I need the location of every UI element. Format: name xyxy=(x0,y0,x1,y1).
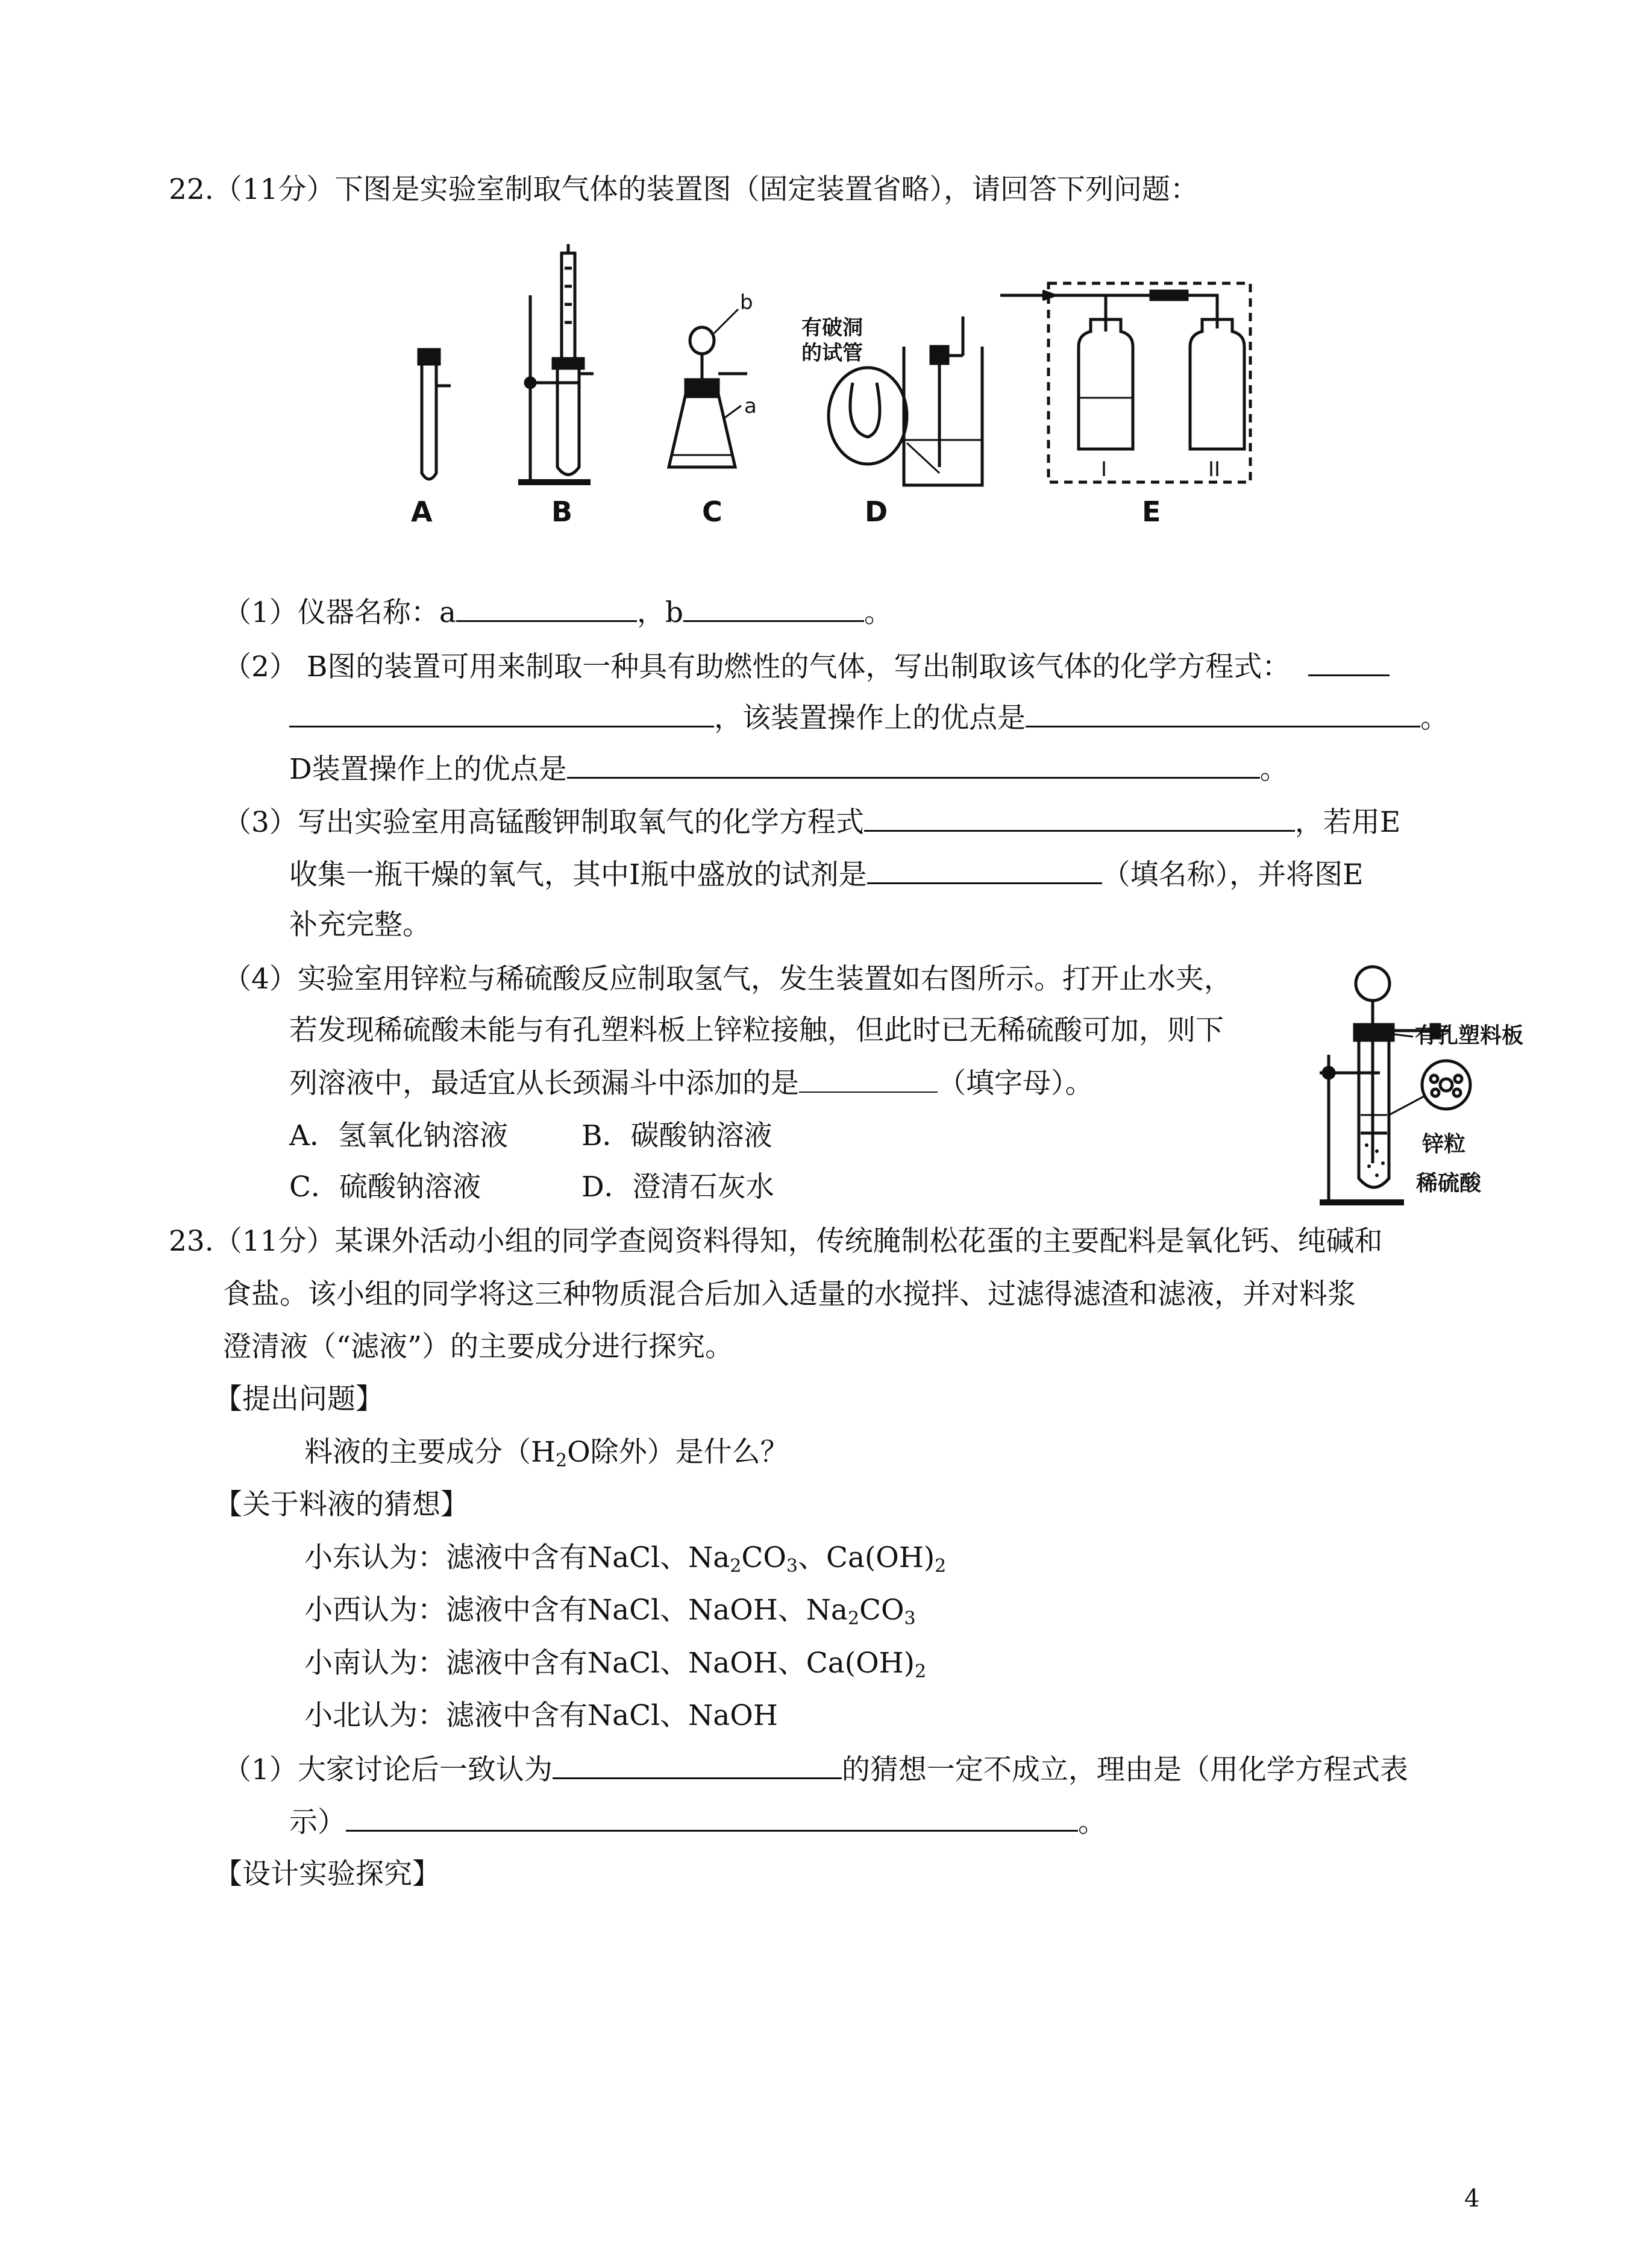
q23-part1-line2 xyxy=(289,1803,1106,1841)
answer-blank-equation-b[interactable] xyxy=(1308,648,1390,676)
apparatus-c-flask xyxy=(669,309,747,467)
q22-part3-line2 xyxy=(289,856,1363,893)
page-number: 4 xyxy=(1464,2185,1480,2213)
q22-part1-end: 。 xyxy=(864,596,893,629)
label-a: A xyxy=(411,495,433,528)
label-dilute-acid: 稀硫酸 xyxy=(1416,1171,1482,1196)
guess-2-sub-1: 2 xyxy=(847,1608,860,1629)
q22-part2-text3: D装置操作上的优点是 xyxy=(289,753,567,786)
q23-part1-text2-end: 。 xyxy=(1078,1806,1106,1839)
q23-part1-text1: （1）大家讨论后一致认为 xyxy=(223,1753,553,1786)
q23-part1-text1-end: 的猜想一定不成立，理由是（用化学方程式表 xyxy=(841,1753,1408,1786)
q23-line2: 食盐。该小组的同学将这三种物质混合后加入适量的水搅拌、过滤得滤渣和滤液，并对料浆 xyxy=(223,1278,1356,1311)
answer-blank-advantage-d[interactable] xyxy=(567,750,1260,779)
apparatus-figure xyxy=(386,244,1277,533)
guess-xiaodong xyxy=(304,1540,946,1585)
q22-part1-text-b: ，b xyxy=(636,596,684,629)
q23-line1: 23.（11分）某课外活动小组的同学查阅资料得知，传统腌制松花蛋的主要配料是氧化钙、纯碱和 xyxy=(169,1225,1383,1258)
label-e: E xyxy=(1142,495,1161,528)
option-a: A．氢氧化钠溶液 xyxy=(289,1119,508,1152)
guess-3-pre: 小南认为：滤液中含有NaCl、NaOH、Ca(OH) xyxy=(304,1647,915,1680)
answer-blank-b[interactable] xyxy=(683,594,864,622)
apparatus-a-test-tube xyxy=(419,350,451,479)
q22-part3-text2: 收集一瓶干燥的氧气，其中I瓶中盛放的试剂是 xyxy=(289,858,867,891)
label-b: B xyxy=(551,495,573,528)
q23-question-sub: 2 xyxy=(556,1450,568,1471)
option-b: B．碳酸钠溶液 xyxy=(581,1119,773,1152)
guess-1-pre: 小东认为：滤液中含有NaCl、Na xyxy=(304,1541,730,1574)
guess-xiaoxi xyxy=(304,1592,916,1637)
guess-xiaobei: 小北认为：滤液中含有NaCl、NaOH xyxy=(304,1699,778,1732)
q22-part2-text2-end: 。 xyxy=(1420,702,1449,735)
q22-part4-line3 xyxy=(289,1065,1094,1102)
option-d: D．澄清石灰水 xyxy=(581,1170,774,1204)
label-e-bottle-2: II xyxy=(1208,457,1221,482)
apparatus-b-stand xyxy=(518,244,594,482)
q23-question-post: O除外）是什么？ xyxy=(567,1436,789,1469)
answer-blank-a[interactable] xyxy=(456,594,637,622)
q22-part3-text1-end: ，若用E xyxy=(1294,806,1401,839)
label-c: C xyxy=(702,495,722,528)
q23-part1-line1 xyxy=(223,1751,1408,1788)
q22-part2-text3-end: 。 xyxy=(1259,753,1288,786)
q22-part4-line1: （4）实验室用锌粒与稀硫酸反应制取氢气，发生装置如右图所示。打开止水夹， xyxy=(223,963,1232,996)
guess-1-sub-1: 2 xyxy=(730,1556,742,1577)
guess-1-sub-2: 3 xyxy=(786,1556,798,1577)
guess-1-sub-3: 2 xyxy=(935,1556,947,1577)
heading-design-experiment: 【设计实验探究】 xyxy=(214,1858,440,1891)
heading-ask-question: 【提出问题】 xyxy=(214,1383,384,1416)
answer-blank-equation-b-cont[interactable] xyxy=(289,699,714,727)
answer-blank-advantage-b[interactable] xyxy=(1026,699,1420,727)
label-c-a: a xyxy=(744,394,757,418)
q23-line3: 澄清液（“滤液”）的主要成分进行探究。 xyxy=(223,1330,734,1363)
q22-part4-line2: 若发现稀硫酸未能与有孔塑料板上锌粒接触，但此时已无稀硫酸可加，则下 xyxy=(289,1014,1224,1047)
guess-3-sub-1: 2 xyxy=(914,1661,927,1682)
q22-part2-line1 xyxy=(223,648,1390,685)
guess-2-sub-2: 3 xyxy=(904,1608,916,1629)
q22-part3-text1: （3）写出实验室用高锰酸钾制取氧气的化学方程式 xyxy=(223,806,864,839)
hydrogen-generator-figure xyxy=(1302,964,1561,1205)
q23-question-pre: 料液的主要成分（H xyxy=(304,1436,556,1469)
label-e-bottle-1: I xyxy=(1101,457,1108,482)
answer-blank-who[interactable] xyxy=(553,1751,842,1779)
q22-part3-line1 xyxy=(223,803,1400,841)
guess-2-mid: CO xyxy=(859,1594,904,1627)
q22-part4-text3-end: （填字母）。 xyxy=(938,1067,1094,1100)
label-d-note-1: 有破洞 xyxy=(801,316,863,340)
answer-blank-letter[interactable] xyxy=(799,1065,938,1093)
q22-part3-line3: 补充完整。 xyxy=(289,908,431,941)
answer-blank-reagent[interactable] xyxy=(867,856,1102,884)
guess-1-mid: CO xyxy=(741,1541,786,1574)
guess-1-mid-2: 、Ca(OH) xyxy=(797,1541,935,1574)
q23-part1-text2: 示） xyxy=(289,1806,346,1839)
label-perforated-plate: 有孔塑料板 xyxy=(1415,1023,1524,1048)
q22-part2-line2 xyxy=(289,699,1449,737)
q22-part2-text2: ，该装置操作上的优点是 xyxy=(714,702,1026,735)
q22-part1 xyxy=(223,594,892,631)
q22-title: 22.（11分）下图是实验室制取气体的装置图（固定装置省略），请回答下列问题： xyxy=(169,173,1199,206)
q22-part2-line3 xyxy=(289,750,1288,788)
q22-part2-text1: （2） B图的装置可用来制取一种具有助燃性的气体，写出制取该气体的化学方程式： xyxy=(223,650,1291,683)
option-c: C．硫酸钠溶液 xyxy=(289,1170,481,1204)
label-d-note-2: 的试管 xyxy=(801,341,863,365)
answer-blank-kmno4-equation[interactable] xyxy=(864,803,1295,832)
heading-guesses: 【关于料液的猜想】 xyxy=(214,1488,469,1521)
q23-question xyxy=(304,1434,789,1479)
q22-part3-text2-end: （填名称），并将图E xyxy=(1102,858,1364,891)
label-c-b: b xyxy=(740,291,753,315)
apparatus-e-bottles xyxy=(1000,283,1250,482)
q22-part1-text-a: （1）仪器名称：a xyxy=(223,596,456,629)
q22-part4-text3: 列溶液中，最适宜从长颈漏斗中添加的是 xyxy=(289,1067,799,1100)
label-zinc: 锌粒 xyxy=(1422,1132,1466,1157)
guess-2-pre: 小西认为：滤液中含有NaCl、NaOH、Na xyxy=(304,1594,848,1627)
label-d: D xyxy=(865,495,888,528)
guess-xiaonan xyxy=(304,1645,926,1690)
answer-blank-reason-equation[interactable] xyxy=(346,1803,1078,1832)
